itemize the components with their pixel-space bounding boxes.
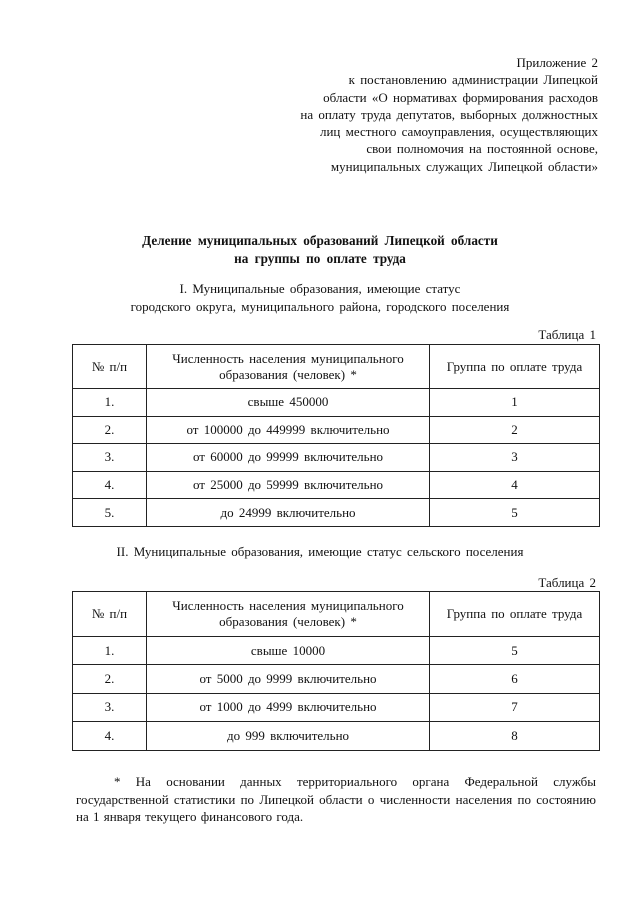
- header-cell: Группа по оплате труда: [430, 592, 600, 637]
- table-cell: 5: [430, 499, 600, 527]
- appendix-header: [300, 54, 598, 175]
- table-cell: 4.: [73, 722, 147, 750]
- table-cell: до 999 включительно: [147, 722, 430, 750]
- title-line: Деление муниципальных образований Липецкой области: [142, 233, 498, 248]
- table-cell: от 25000 до 59999 включительно: [147, 471, 430, 499]
- table-cell: от 1000 до 4999 включительно: [147, 693, 430, 721]
- section-line: городского округа, муниципального района, городского поселения: [130, 298, 510, 314]
- table-cell: 7: [430, 693, 600, 721]
- table-2: [72, 591, 600, 751]
- section-1-heading: [0, 280, 640, 315]
- table-header-row: [73, 592, 600, 637]
- section-line: I. Муниципальные образования, имеющие статус: [179, 281, 461, 296]
- table-row: [73, 722, 600, 750]
- table-row: [73, 389, 600, 417]
- table-cell: 2.: [73, 416, 147, 444]
- section-2-heading: [0, 543, 640, 561]
- table-cell: 1.: [73, 637, 147, 665]
- table-cell: от 60000 до 99999 включительно: [147, 444, 430, 472]
- appendix-line: свои полномочия на постоянной основе,: [366, 141, 598, 157]
- table-row: [73, 665, 600, 693]
- footnote: * На основании данных территориального органа Федеральной службы государственной статистики по Липецкой области о численности населения по состоянию на 1 января текущего финансового года.: [76, 774, 596, 824]
- table-row: [73, 444, 600, 472]
- table-cell: 5: [430, 637, 600, 665]
- appendix-line: к постановлению администрации Липецкой: [348, 72, 598, 88]
- header-cell: Группа по оплате труда: [430, 345, 600, 389]
- table-cell: от 5000 до 9999 включительно: [147, 665, 430, 693]
- table-cell: свыше 450000: [147, 389, 430, 417]
- table-cell: от 100000 до 449999 включительно: [147, 416, 430, 444]
- header-cell: Численность населения муниципального образования (человек) *: [147, 592, 430, 637]
- document-title: [0, 232, 640, 268]
- header-cell: № п/п: [73, 592, 147, 637]
- header-cell: Численность населения муниципального образования (человек) *: [147, 345, 430, 389]
- table-2-caption: Таблица 2: [538, 575, 596, 590]
- table-cell: 3: [430, 444, 600, 472]
- table-row: [73, 693, 600, 721]
- appendix-line: области «О нормативах формирования расходов: [323, 89, 598, 105]
- table-cell: 1.: [73, 389, 147, 417]
- appendix-line: на оплату труда депутатов, выборных должностных: [300, 106, 598, 122]
- header-cell: № п/п: [73, 345, 147, 389]
- table-cell: 4.: [73, 471, 147, 499]
- table-cell: 3.: [73, 693, 147, 721]
- title-line: на группы по оплате труда: [234, 251, 406, 266]
- table-cell: 3.: [73, 444, 147, 472]
- table-cell: 4: [430, 471, 600, 499]
- table-cell: 6: [430, 665, 600, 693]
- table-cell: 8: [430, 722, 600, 750]
- table-header-row: [73, 345, 600, 389]
- appendix-line: Приложение 2: [516, 55, 598, 70]
- table-row: [73, 637, 600, 665]
- table-cell: 2: [430, 416, 600, 444]
- table-1-caption: Таблица 1: [538, 327, 596, 342]
- table-cell: свыше 10000: [147, 637, 430, 665]
- appendix-line: муниципальных служащих Липецкой области»: [330, 158, 598, 174]
- table-row: [73, 416, 600, 444]
- section-line: II. Муниципальные образования, имеющие статус сельского поселения: [116, 544, 524, 559]
- table-row: [73, 471, 600, 499]
- table-cell: до 24999 включительно: [147, 499, 430, 527]
- table-1: [72, 344, 600, 527]
- table-row: [73, 499, 600, 527]
- table-cell: 1: [430, 389, 600, 417]
- appendix-line: лиц местного самоуправления, осуществляющих: [319, 124, 598, 140]
- table-cell: 5.: [73, 499, 147, 527]
- table-cell: 2.: [73, 665, 147, 693]
